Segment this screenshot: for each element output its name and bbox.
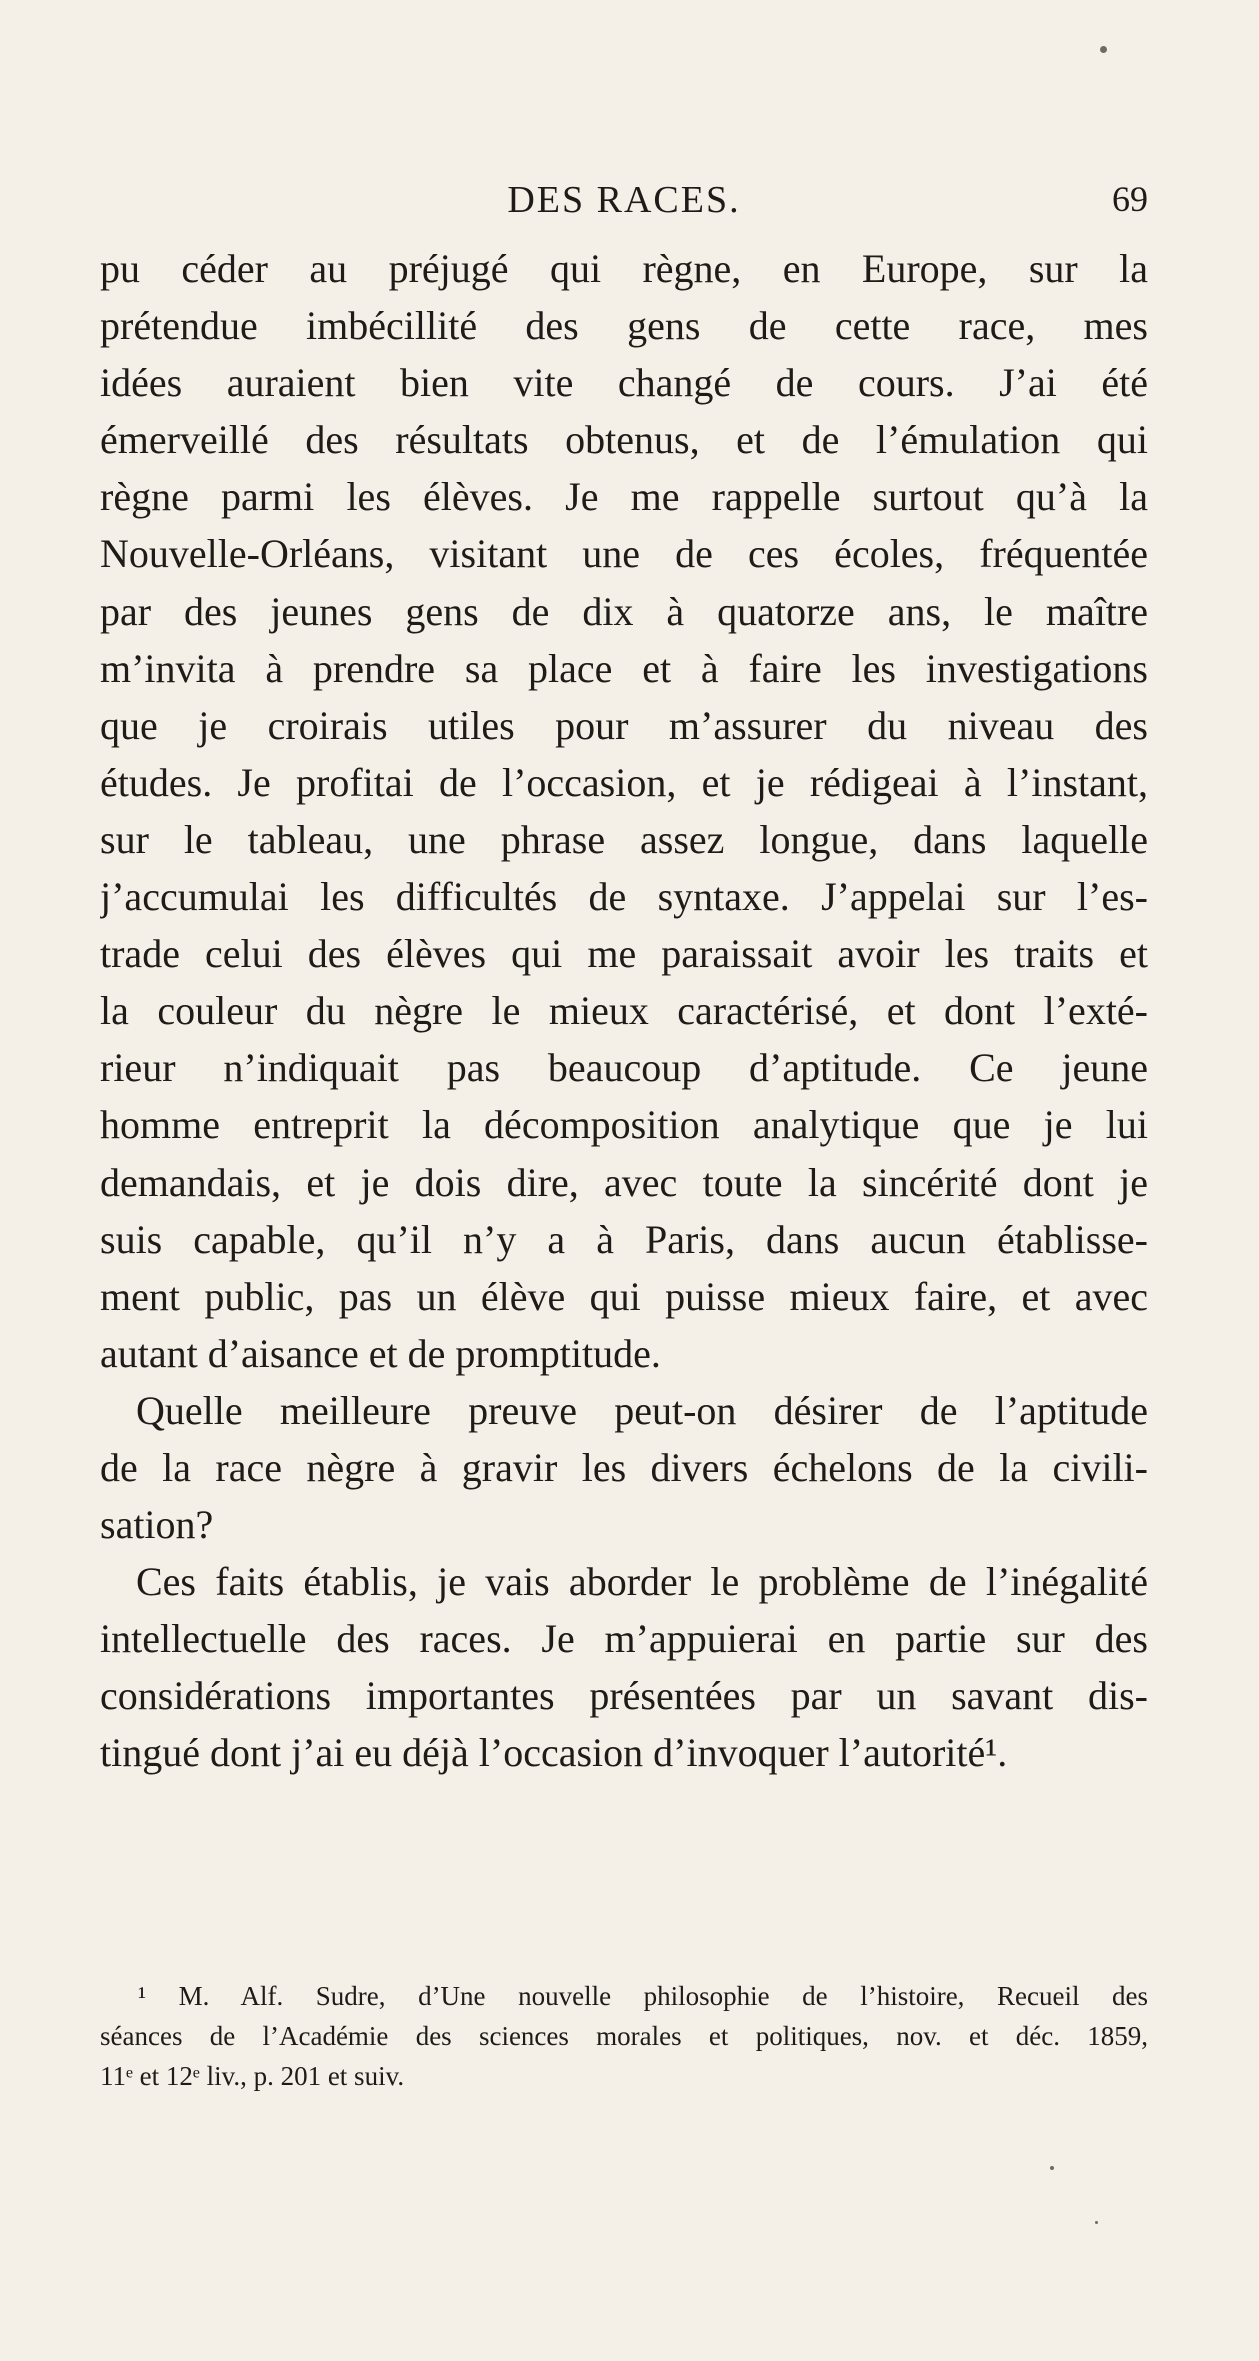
- paragraph-start-line: Quelle meilleure preuve peut-on désirer de l’aptitude: [136, 1387, 1148, 1433]
- text-line: sation?: [100, 1502, 214, 1548]
- text-line: pu céder au préjugé qui règne, en Europe, sur la: [100, 246, 1148, 291]
- text-line: la couleur du nègre le mieux caractérisé, et dont l’exté-: [100, 988, 1148, 1034]
- text-line: études. Je profitai de l’occasion, et je rédigeai à l’instant,: [100, 759, 1148, 805]
- text-line: que je croirais utiles pour m’assurer du niveau des: [100, 702, 1148, 748]
- text-line: Nouvelle-Orléans, visitant une de ces écoles, fréquentée: [100, 531, 1148, 577]
- text-line: autant d’aisance et de promptitude.: [100, 1330, 661, 1376]
- page-header: [100, 170, 1148, 226]
- paper-speck: [1095, 2221, 1098, 2224]
- footnote: [100, 1976, 1148, 2096]
- paragraph-start-line: Ces faits établis, je vais aborder le problème de l’inégalité: [136, 1559, 1148, 1605]
- text-line: sur le tableau, une phrase assez longue, dans laquelle: [100, 816, 1148, 862]
- running-title: DES RACES.: [507, 179, 741, 221]
- paper-speck: [1050, 2166, 1054, 2170]
- text-line: tingué dont j’ai eu déjà l’occasion d’invoquer l’autorité¹.: [100, 1730, 1008, 1776]
- text-line: intellectuelle des races. Je m’appuierai en partie sur des: [100, 1616, 1148, 1662]
- main-text: [100, 240, 1148, 1782]
- text-line: trade celui des élèves qui me paraissait avoir les traits et: [100, 931, 1148, 977]
- text-line: suis capable, qu’il n’y a à Paris, dans aucun établisse-: [100, 1216, 1148, 1262]
- footnote-line: 11ᵉ et 12ᵉ liv., p. 201 et suiv.: [100, 2061, 405, 2091]
- footnote-line: ¹ M. Alf. Sudre, d’Une nouvelle philosophie de l’histoire, Recueil des: [138, 1981, 1148, 2011]
- text-line: rieur n’indiquait pas beaucoup d’aptitude. Ce jeune: [100, 1045, 1148, 1091]
- page-number: 69: [1112, 179, 1148, 219]
- text-line: considérations importantes présentées par un savant dis-: [100, 1673, 1148, 1719]
- text-line: de la race nègre à gravir les divers échelons de la civili-: [100, 1444, 1148, 1490]
- text-line: prétendue imbécillité des gens de cette race, mes: [100, 303, 1148, 349]
- paper-speck: [1100, 46, 1107, 53]
- text-line: homme entreprit la décomposition analytique que je lui: [100, 1102, 1148, 1148]
- footnote-line: séances de l’Académie des sciences morales et politiques, nov. et déc. 1859,: [100, 2021, 1148, 2051]
- text-line: par des jeunes gens de dix à quatorze ans, le maître: [100, 588, 1148, 634]
- text-line: émerveillé des résultats obtenus, et de l’émulation qui: [100, 417, 1148, 463]
- text-line: demandais, et je dois dire, avec toute la sincérité dont je: [100, 1159, 1148, 1205]
- text-line: ment public, pas un élève qui puisse mieux faire, et avec: [100, 1273, 1148, 1319]
- text-line: j’accumulai les difficultés de syntaxe. J’appelai sur l’es-: [100, 874, 1148, 920]
- text-line: m’invita à prendre sa place et à faire les investigations: [100, 645, 1148, 691]
- text-line: idées auraient bien vite changé de cours. J’ai été: [100, 360, 1148, 406]
- text-line: règne parmi les élèves. Je me rappelle surtout qu’à la: [100, 474, 1148, 520]
